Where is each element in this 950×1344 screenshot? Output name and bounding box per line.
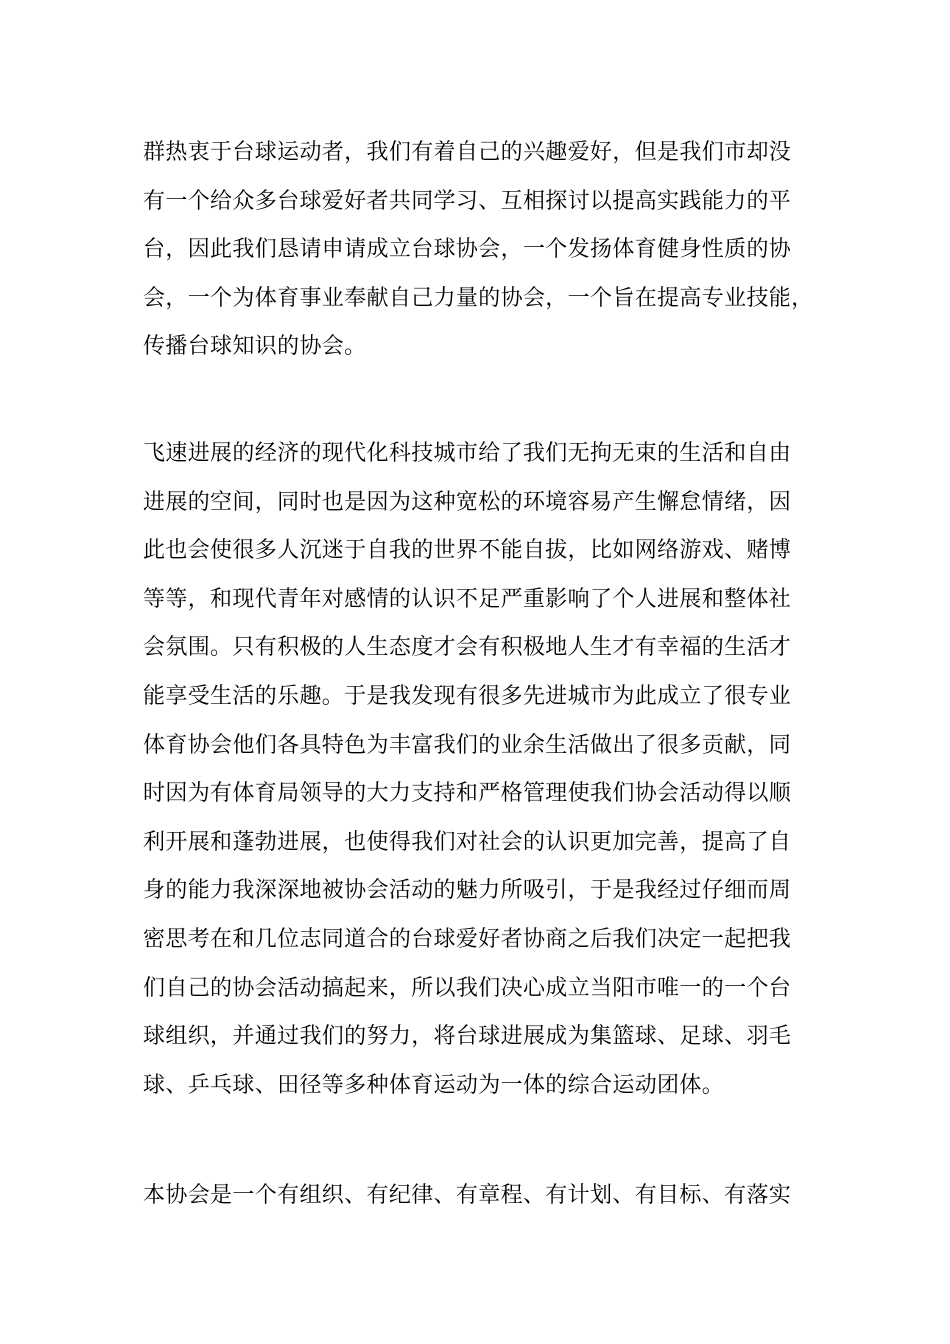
text-line: 飞速进展的经济的现代化科技城市给了我们无拘无束的生活和自由 bbox=[143, 441, 792, 466]
text-line: 进展的空间，同时也是因为这种宽松的环境容易产生懈怠情绪，因 bbox=[143, 489, 792, 515]
paragraph-3 bbox=[143, 1172, 791, 1221]
text-line: 有一个给众多台球爱好者共同学习、互相探讨以提高实践能力的平 bbox=[143, 188, 792, 214]
text-line: 本协会是一个有组织、有纪律、有章程、有计划、有目标、有落实 bbox=[143, 1183, 792, 1208]
text-line: 身的能力我深深地被协会活动的魅力所吸引，于是我经过仔细而周 bbox=[143, 878, 792, 904]
text-line: 传播台球知识的协会。 bbox=[143, 334, 367, 360]
text-line: 等等，和现代青年对感情的认识不足严重影响了个人进展和整体社 bbox=[143, 586, 792, 612]
text-line: 会氛围。只有积极的人生态度才会有积极地人生才有幸福的生活才 bbox=[143, 635, 792, 661]
text-line: 群热衷于台球运动者，我们有着自己的兴趣爱好，但是我们市却没 bbox=[143, 140, 792, 165]
text-line: 球、乒乓球、田径等多种体育运动为一体的综合运动团体。 bbox=[143, 1072, 725, 1098]
text-line: 利开展和蓬勃进展，也使得我们对社会的认识更加完善，提高了自 bbox=[143, 829, 792, 855]
text-line: 时因为有体育局领导的大力支持和严格管理使我们协会活动得以顺 bbox=[143, 781, 792, 807]
text-line: 们自己的协会活动搞起来，所以我们决心成立当阳市唯一的一个台 bbox=[143, 975, 792, 1001]
text-line: 台，因此我们恳请申请成立台球协会，一个发扬体育健身性质的协 bbox=[143, 237, 792, 263]
paragraph-2 bbox=[143, 430, 791, 1110]
text-line: 会，一个为体育事业奉献自己力量的协会，一个旨在提高专业技能， bbox=[143, 285, 814, 311]
text-line: 球组织，并通过我们的努力，将台球进展成为集篮球、足球、羽毛 bbox=[143, 1024, 792, 1050]
text-line: 能享受生活的乐趣。于是我发现有很多先进城市为此成立了很专业 bbox=[143, 683, 792, 709]
text-line: 此也会使很多人沉迷于自我的世界不能自拔，比如网络游戏、赌博 bbox=[143, 538, 792, 564]
paragraph-1 bbox=[143, 129, 814, 372]
text-line: 密思考在和几位志同道合的台球爱好者协商之后我们决定一起把我 bbox=[143, 926, 792, 952]
text-line: 体育协会他们各具特色为丰富我们的业余生活做出了很多贡献，同 bbox=[143, 732, 792, 758]
